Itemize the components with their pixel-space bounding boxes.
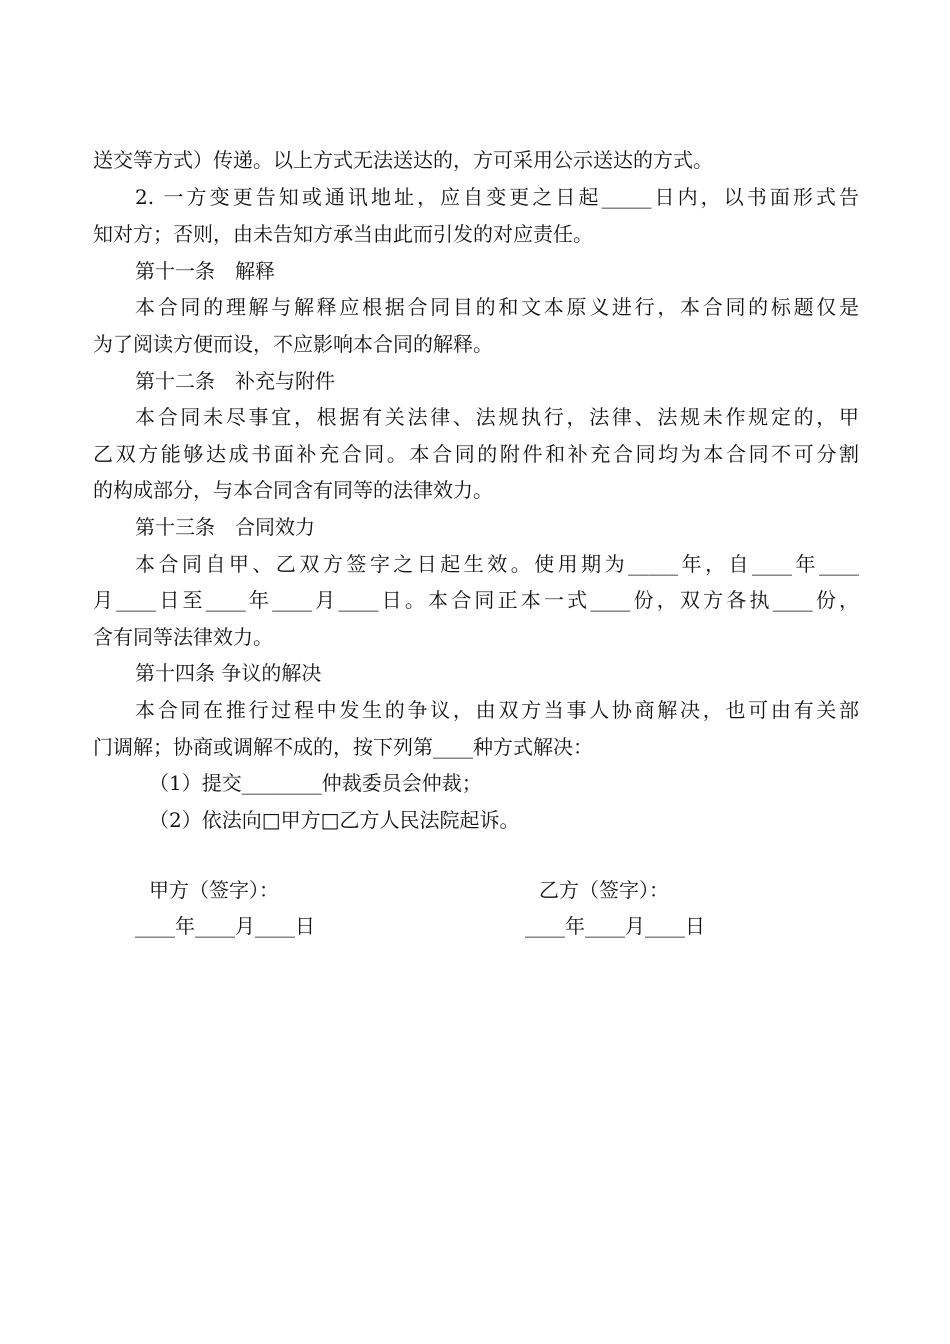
text-line: 乙双方能够达成书面补充合同。本合同的附件和补充合同均为本合同不可分割 — [93, 442, 859, 466]
party-a-signature-label: 甲方（签字）： — [149, 878, 279, 902]
text-line: 2. 一方变更告知或通讯地址，应自变更之日起_____日内，以书面形式告 — [135, 185, 859, 209]
section-heading: 第十二条 补充与附件 — [135, 369, 335, 393]
party-b-date: ____年____月____日 — [525, 914, 705, 938]
section-heading: 第十四条 争议的解决 — [135, 661, 322, 685]
section-heading: 第十一条 解释 — [135, 259, 275, 283]
text-line: 本合同的理解与解释应根据合同目的和文本原义进行，本合同的标题仅是 — [135, 295, 859, 319]
text-line: 本合同在推行过程中发生的争议，由双方当事人协商解决，也可由有关部 — [135, 698, 859, 722]
text-line: 含有同等法律效力。 — [93, 625, 273, 649]
text-line: 月____日至____年____月____日。本合同正本一式____份，双方各执____份， — [93, 588, 859, 612]
text-line: 门调解；协商或调解不成的，按下列第____种方式解决： — [93, 735, 593, 759]
text-line: 知对方；否则，由未告知方承当由此而引发的对应责任。 — [93, 222, 593, 246]
section-heading: 第十三条 合同效力 — [135, 515, 315, 539]
list-item: （1）提交________仲裁委员会仲裁； — [149, 771, 482, 795]
text-line: 本合同自甲、乙双方签字之日起生效。使用期为_____年，自____年____ — [135, 552, 859, 576]
party-b-signature-label: 乙方（签字）： — [539, 878, 669, 902]
text-line: 送交等方式）传递。以上方式无法送达的，方可采用公示送达的方式。 — [93, 148, 713, 172]
text-line: 本合同未尽事宜，根据有关法律、法规执行，法律、法规未作规定的，甲 — [135, 405, 859, 429]
text-line: 的构成部分，与本合同含有同等的法律效力。 — [93, 478, 493, 502]
list-item: （2）依法向□甲方□乙方人民法院起诉。 — [149, 808, 520, 832]
text-line: 为了阅读方便而设，不应影响本合同的解释。 — [93, 332, 493, 356]
party-a-date: ____年____月____日 — [135, 914, 315, 938]
